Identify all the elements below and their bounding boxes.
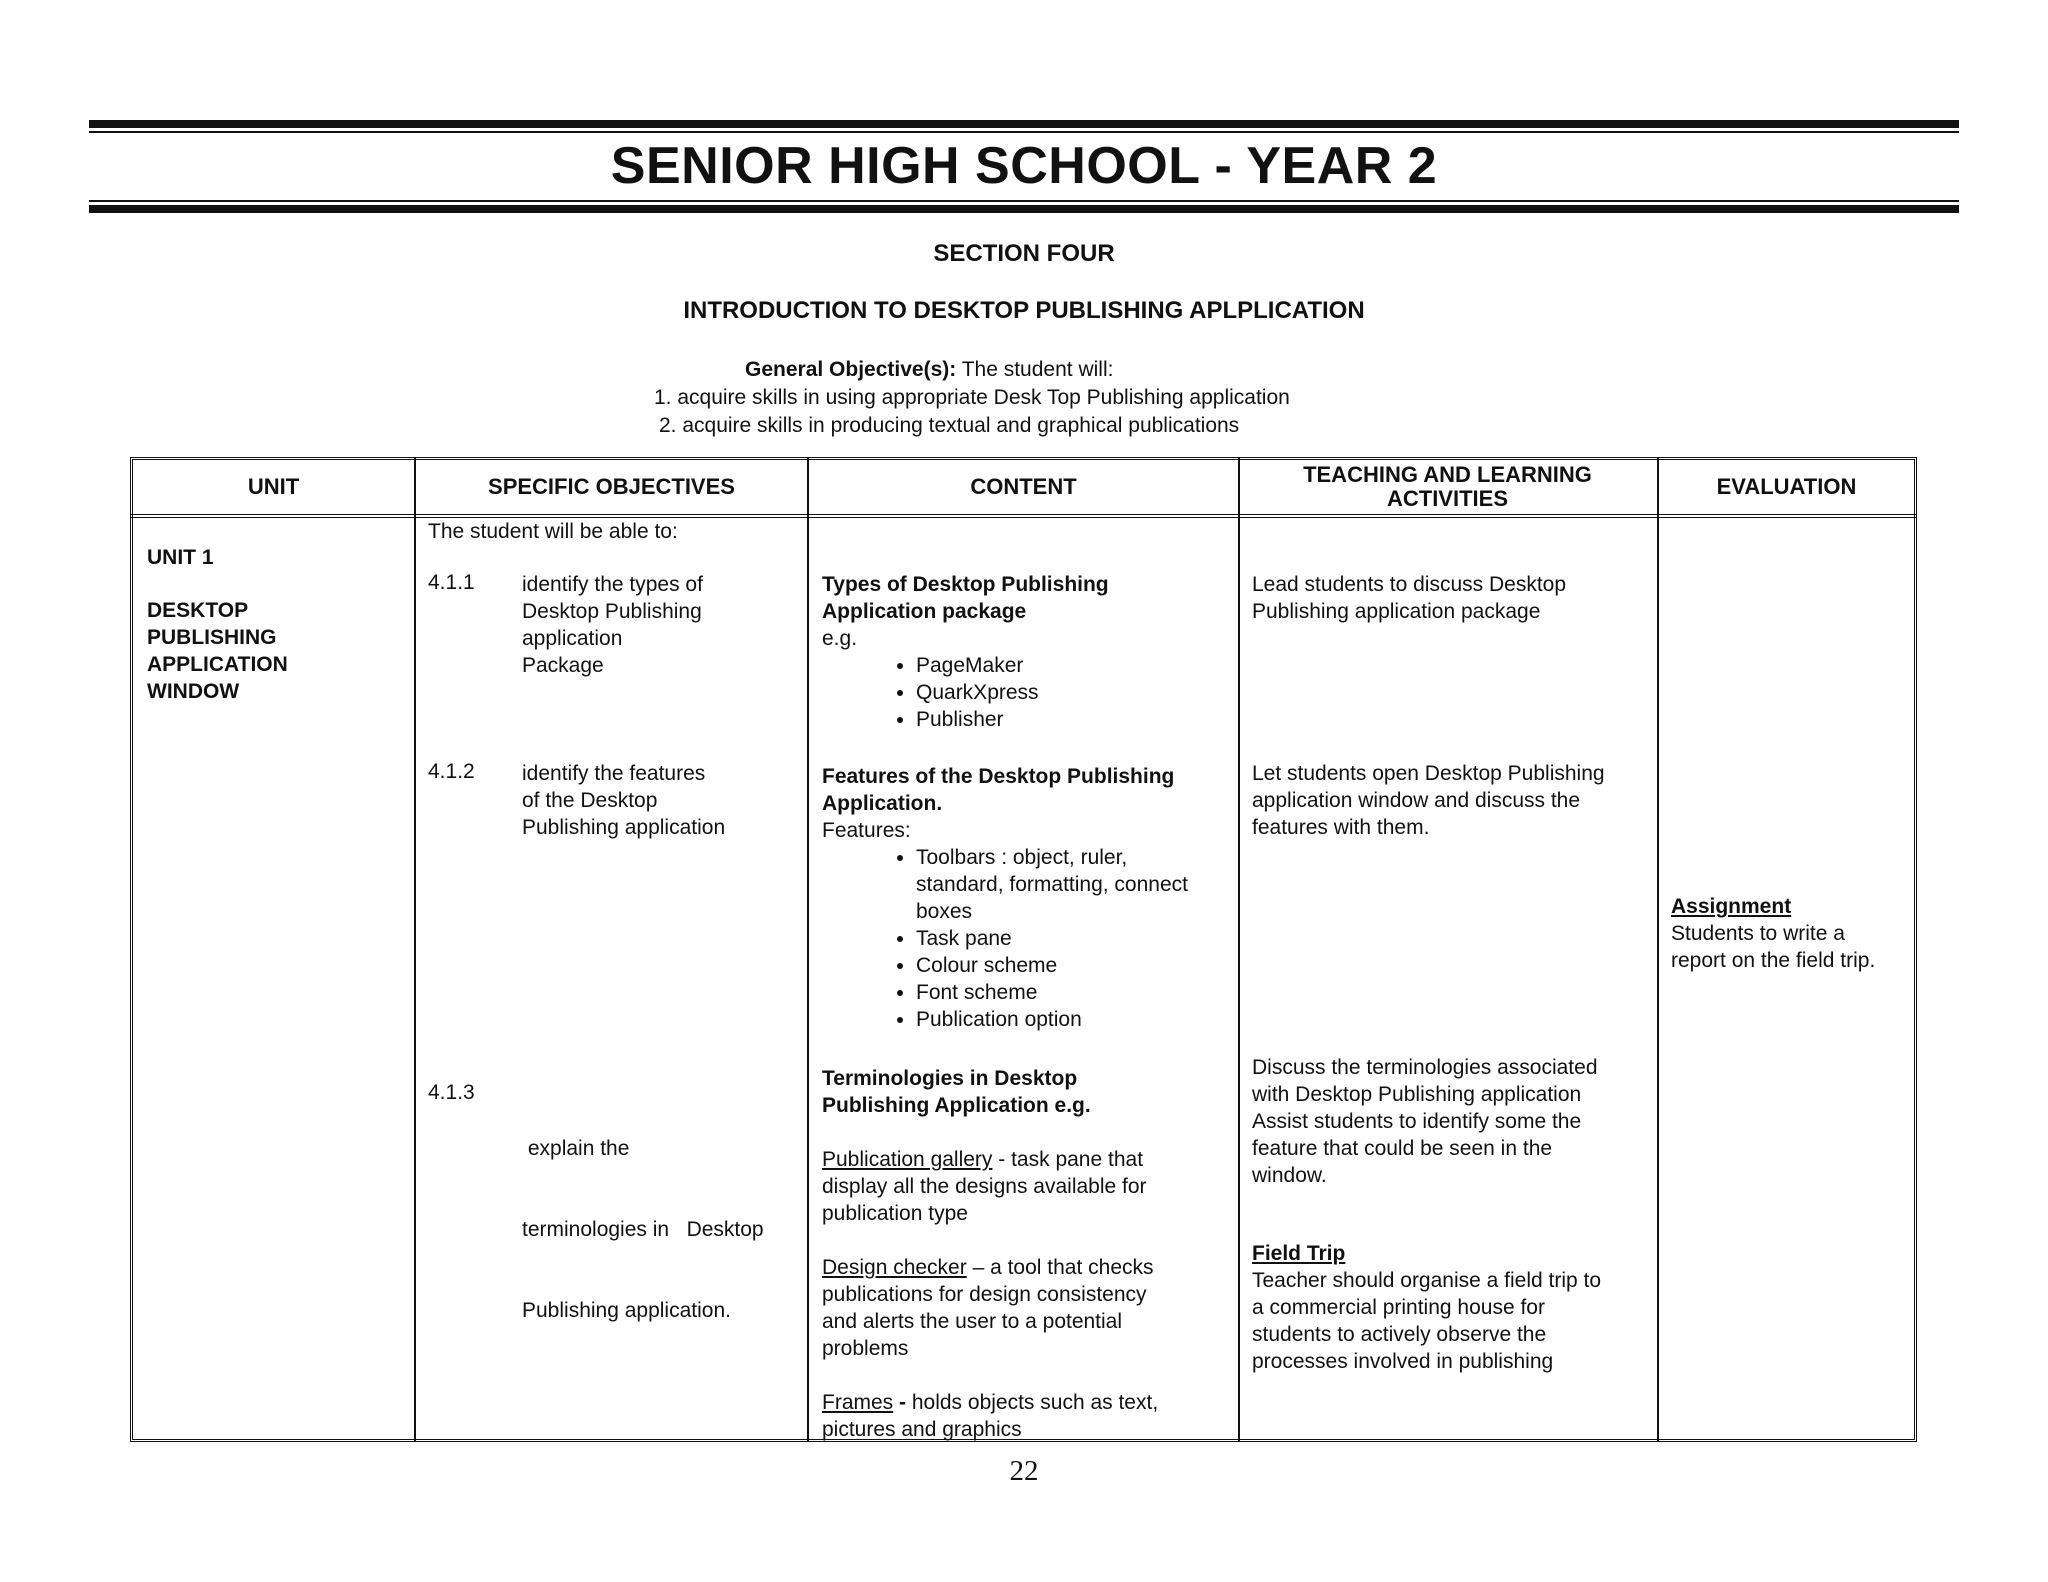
header-unit: UNIT: [247, 474, 300, 499]
objective-line: explain the: [522, 1137, 630, 1160]
objective-line: of the Desktop: [522, 789, 658, 812]
objective-code: 4.1.2: [428, 760, 475, 783]
objective-line: Publishing application.: [522, 1299, 731, 1322]
objective-code: 4.1.1: [428, 571, 475, 594]
unit-name-line: DESKTOP: [147, 599, 249, 622]
content-heading-line: Application package: [822, 600, 1027, 623]
list-item-line: boxes: [916, 900, 973, 923]
objective-code: 4.1.3: [428, 1081, 475, 1104]
content-block-terminologies: [822, 1065, 1232, 1443]
activity-line: feature that could be seen in the: [1252, 1137, 1553, 1160]
objective-line: terminologies in Desktop: [522, 1218, 764, 1241]
activity-2: [1252, 760, 1652, 841]
content-sub: Features:: [822, 819, 911, 842]
bottom-rule-thick: [89, 205, 1959, 213]
header-specific-objectives: SPECIFIC OBJECTIVES: [488, 474, 735, 499]
unit-name-line: PUBLISHING: [147, 626, 277, 649]
field-trip: [1252, 1240, 1652, 1375]
term-definition: [822, 1389, 1232, 1416]
content-heading-line: Features of the Desktop Publishing: [822, 765, 1175, 788]
activity-3: [1252, 1054, 1652, 1189]
list-item: • Publisher: [916, 706, 1232, 733]
top-rule-thick: [89, 120, 1959, 128]
activity-1: [1252, 571, 1652, 625]
bottom-rule-thin: [89, 200, 1959, 202]
evaluation-label: Assignment: [1671, 895, 1792, 918]
content-block-features: [822, 763, 1232, 1033]
page-title: SENIOR HIGH SCHOOL - YEAR 2: [610, 137, 1438, 195]
definition-line: display all the designs available for: [822, 1175, 1147, 1198]
definition-line: – a tool that checks: [966, 1256, 1154, 1279]
definition-line: publications for design consistency: [822, 1283, 1147, 1306]
column-divider-2: [807, 457, 809, 1442]
header-teaching-activities: TEACHING AND LEARNING ACTIVITIES: [1303, 462, 1592, 511]
activity-line: Let students open Desktop Publishing: [1252, 762, 1605, 785]
evaluation: [1671, 893, 1911, 974]
definition-line: and alerts the user to a potential: [822, 1310, 1123, 1333]
unit-name: [147, 597, 288, 705]
term: Design checker: [822, 1256, 967, 1279]
objective-line: Publishing application: [522, 816, 726, 839]
column-divider-3: [1238, 457, 1240, 1442]
objective-line: application: [522, 627, 623, 650]
column-divider-1: [414, 457, 416, 1442]
topic-title: INTRODUCTION TO DESKTOP PUBLISHING APLPLICATION: [683, 297, 1365, 324]
general-objective-1: 1. acquire skills in using appropriate Desk Top Publishing application: [654, 386, 1290, 409]
header-evaluation: EVALUATION: [1716, 474, 1857, 499]
objective-text: [522, 1081, 764, 1351]
objective-line: Package: [522, 654, 604, 677]
activity-line: Discuss the terminologies associated: [1252, 1056, 1598, 1079]
list-item: • PageMaker: [916, 652, 1232, 679]
objective-text: [522, 760, 725, 841]
general-objectives-lead: [650, 356, 1290, 384]
list-item-line: standard, formatting, connect: [916, 873, 1188, 896]
evaluation-line: report on the field trip.: [1671, 949, 1876, 972]
term-definition: [822, 1146, 1232, 1173]
term-definition: [822, 1254, 1232, 1281]
unit-number: UNIT 1: [147, 546, 214, 569]
list-item-line: • Toolbars : object, ruler,: [916, 846, 1128, 869]
activity-line: Publishing application package: [1252, 600, 1541, 623]
term: Frames: [822, 1391, 894, 1414]
content-heading-line: Types of Desktop Publishing: [822, 573, 1109, 596]
features-list: [822, 844, 1232, 1033]
content-eg: e.g.: [822, 627, 858, 650]
definition-line: - task pane that: [992, 1148, 1144, 1171]
activity-line: processes involved in publishing: [1252, 1350, 1554, 1373]
content-heading-line: Publishing Application e.g.: [822, 1094, 1091, 1117]
activity-line: Lead students to discuss Desktop: [1252, 573, 1567, 596]
objective-text: [522, 571, 703, 679]
objective-line: identify the features: [522, 762, 706, 785]
objective-line: identify the types of: [522, 573, 703, 596]
definition-line: pictures and graphics: [822, 1418, 1022, 1441]
definition-line: publication type: [822, 1202, 968, 1225]
list-item: • Font scheme: [916, 979, 1232, 1006]
general-objectives-label: General Objective(s):: [745, 358, 957, 381]
evaluation-line: Students to write a: [1671, 922, 1845, 945]
term: Publication gallery: [822, 1148, 993, 1171]
content-block-types: [822, 571, 1232, 733]
activity-line: window.: [1252, 1164, 1327, 1187]
objectives-intro: The student will be able to:: [428, 520, 678, 543]
general-objective-2: 2. acquire skills in producing textual and graphical publications: [659, 414, 1240, 437]
column-divider-4: [1657, 457, 1659, 1442]
unit-name-line: APPLICATION: [147, 653, 288, 676]
top-rule-thin: [89, 131, 1959, 133]
activity-line: with Desktop Publishing application: [1252, 1083, 1582, 1106]
field-trip-label: Field Trip: [1252, 1242, 1346, 1265]
definition-line: problems: [822, 1337, 909, 1360]
page-number: 22: [1009, 1455, 1039, 1487]
list-item: • Publication option: [916, 1006, 1232, 1033]
header-content: CONTENT: [970, 474, 1077, 499]
activity-line: application window and discuss the: [1252, 789, 1581, 812]
general-objectives-intro: The student will:: [956, 358, 1114, 381]
content-heading-line: Terminologies in Desktop: [822, 1067, 1078, 1090]
unit-name-line: WINDOW: [147, 680, 240, 703]
activity-line: Teacher should organise a field trip to: [1252, 1269, 1602, 1292]
definition-line: holds objects such as text,: [906, 1391, 1159, 1414]
dtp-package-list: [822, 652, 1232, 733]
activity-line: a commercial printing house for: [1252, 1296, 1545, 1319]
list-item: • Colour scheme: [916, 952, 1232, 979]
list-item: • Task pane: [916, 925, 1232, 952]
term-separator: -: [893, 1391, 907, 1414]
section-title: SECTION FOUR: [933, 240, 1115, 267]
content-heading-line: Application.: [822, 792, 943, 815]
activity-line: students to actively observe the: [1252, 1323, 1547, 1346]
header-row-divider: [130, 514, 1917, 518]
general-objectives: [650, 356, 1290, 440]
list-item: [916, 844, 1232, 925]
activity-line: features with them.: [1252, 816, 1430, 839]
list-item: • QuarkXpress: [916, 679, 1232, 706]
activity-line: Assist students to identify some the: [1252, 1110, 1582, 1133]
objective-line: Desktop Publishing: [522, 600, 702, 623]
